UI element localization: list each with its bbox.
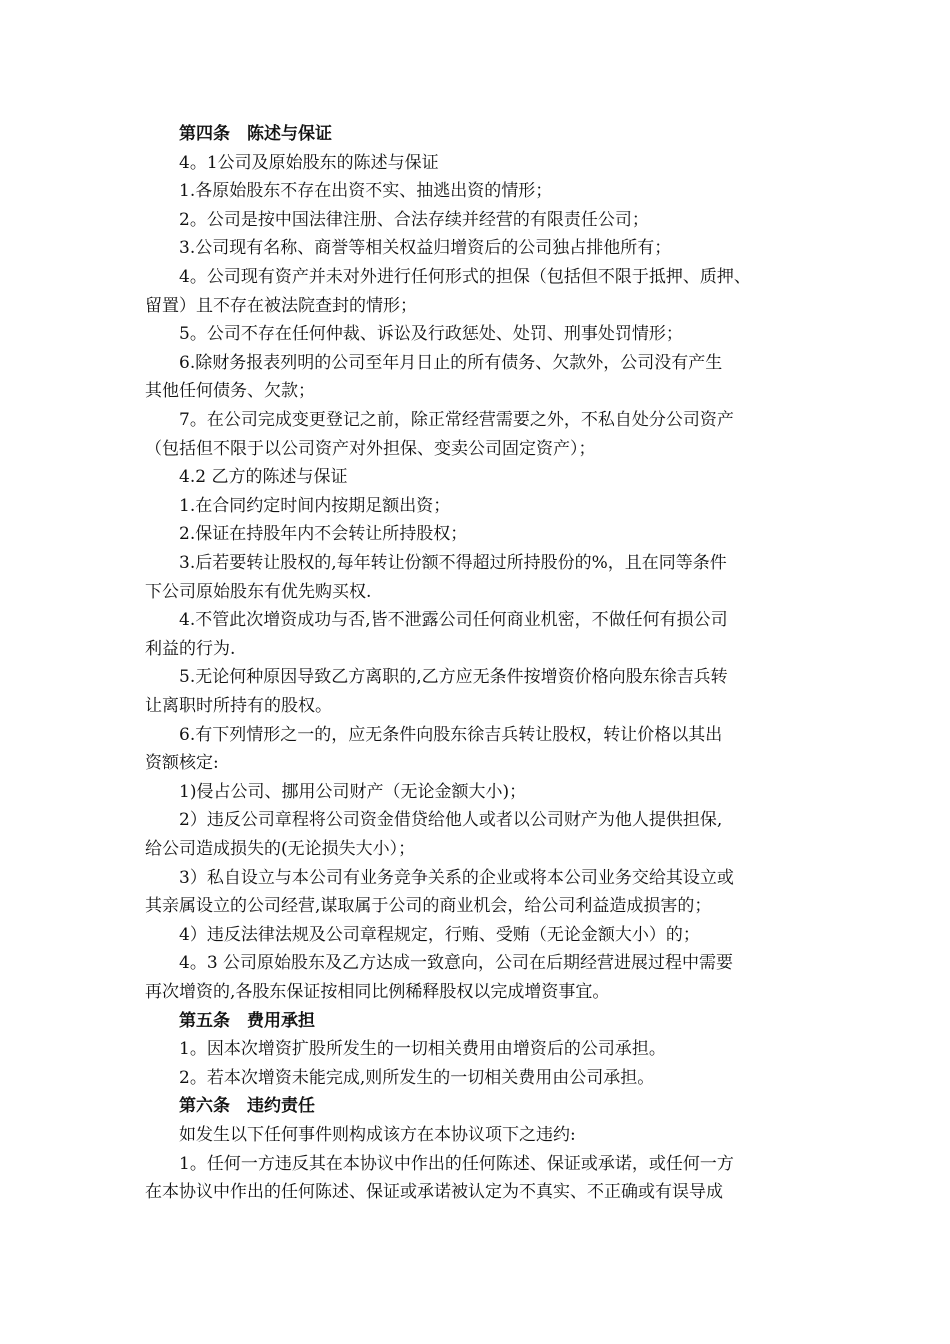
paragraph-line: 其亲属设立的公司经营,谋取属于公司的商业机会，给公司利益造成损害的； [145, 896, 712, 917]
paragraph-line: 4）违反法律法规及公司章程规定，行贿、受贿（无论金额大小）的； [145, 924, 700, 945]
paragraph-line: 4。1公司及原始股东的陈述与保证 [145, 152, 439, 173]
paragraph-line: 4.不管此次增资成功与否,皆不泄露公司任何商业机密，不做任何有损公司 [145, 610, 728, 631]
paragraph-line: 2。若本次增资未能完成,则所发生的一切相关费用由公司承担。 [145, 1067, 655, 1088]
paragraph-line: 3.公司现有名称、商誉等相关权益归增资后的公司独占排他所有； [145, 238, 672, 259]
paragraph-line: 再次增资的,各股东保证按相同比例稀释股权以完成增资事宜。 [145, 982, 610, 1002]
paragraph-line: 2.保证在持股年内不会转让所持股权； [145, 524, 468, 545]
paragraph-line: 6.有下列情形之一的，应无条件向股东徐吉兵转让股权，转让价格以其出 [145, 724, 723, 745]
paragraph-line: 利益的行为. [145, 638, 236, 659]
section-heading: 第六条 违约责任 [145, 1096, 315, 1117]
paragraph-line: 留置）且不存在被法院查封的情形； [145, 295, 417, 316]
paragraph-line: 6.除财务报表列明的公司至年月日止的所有债务、欠款外，公司没有产生 [145, 352, 723, 373]
paragraph-line: 资额核定: [145, 753, 219, 774]
paragraph-line: 下公司原始股东有优先购买权. [145, 581, 372, 602]
section-heading: 第五条 费用承担 [145, 1010, 315, 1031]
paragraph-line: 1)侵占公司、挪用公司财产（无论金额大小)； [145, 781, 527, 802]
paragraph-line: 让离职时所持有的股权。 [145, 696, 332, 716]
paragraph-line: 在本协议中作出的任何陈述、保证或承诺被认定为不真实、不正确或有误导成 [145, 1182, 723, 1203]
paragraph-line: 给公司造成损失的(无论损失大小）； [145, 839, 416, 859]
paragraph-line: 3.后若要转让股权的,每年转让份额不得超过所持股份的%，且在同等条件 [145, 553, 727, 573]
paragraph-line: 其他任何债务、欠款； [145, 381, 315, 402]
paragraph-line: 如发生以下任何事件则构成该方在本协议项下之违约: [145, 1125, 576, 1145]
paragraph-line: 1。因本次增资扩股所发生的一切相关费用由增资后的公司承担。 [145, 1039, 666, 1060]
paragraph-line: 2）违反公司章程将公司资金借贷给他人或者以公司财产为他人提供担保, [145, 810, 723, 831]
section-heading: 第四条 陈述与保证 [145, 124, 332, 144]
paragraph-line: 5。公司不存在任何仲裁、诉讼及行政惩处、处罚、刑事处罚情形； [145, 324, 683, 345]
paragraph-line: 3）私自设立与本公司有业务竞争关系的企业或将本公司业务交给其设立或 [145, 867, 734, 888]
paragraph-line: 7。在公司完成变更登记之前，除正常经营需要之外，不私自处分公司资产 [145, 410, 734, 430]
paragraph-line: 4.2 乙方的陈述与保证 [145, 467, 348, 488]
paragraph-line: 2。公司是按中国法律注册、合法存续并经营的有限责任公司； [145, 209, 649, 230]
paragraph-line: 1.各原始股东不存在出资不实、抽逃出资的情形； [145, 181, 553, 202]
paragraph-line: （包括但不限于以公司资产对外担保、变卖公司固定资产）； [145, 438, 596, 459]
paragraph-line: 4。3 公司原始股东及乙方达成一致意向，公司在后期经营进展过程中需要 [145, 953, 734, 974]
paragraph-line: 5.无论何种原因导致乙方离职的,乙方应无条件按增资价格向股东徐吉兵转 [145, 667, 728, 688]
paragraph-line: 4。公司现有资产并未对外进行任何形式的担保（包括但不限于抵押、质押、 [145, 267, 751, 287]
paragraph-line: 1。任何一方违反其在本协议中作出的任何陈述、保证或承诺，或任何一方 [145, 1153, 734, 1174]
paragraph-line: 1.在合同约定时间内按期足额出资； [145, 495, 451, 516]
